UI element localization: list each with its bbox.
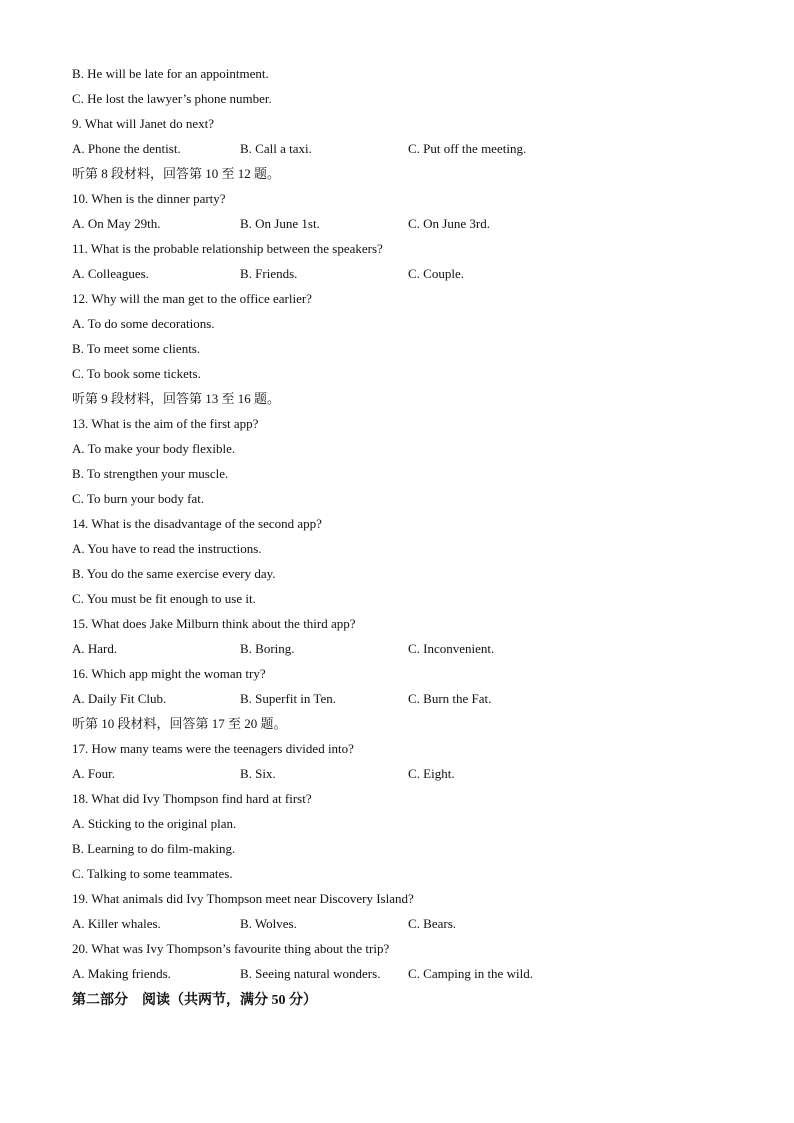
answer-option: B. On June 1st. — [240, 216, 320, 231]
answer-option: B. Wolves. — [240, 916, 297, 931]
answer-option: A. Four. — [72, 766, 115, 781]
text-line: 15. What does Jake Milburn think about the third app? — [72, 616, 356, 631]
answer-option: C. On June 3rd. — [408, 216, 490, 231]
answer-option: A. Daily Fit Club. — [72, 691, 167, 706]
answer-options-row — [72, 686, 732, 711]
text-line: A. To do some decorations. — [72, 316, 215, 331]
answer-option: C. Inconvenient. — [408, 641, 495, 656]
answer-options-row — [72, 961, 732, 986]
answer-option: B. Call a taxi. — [240, 141, 312, 156]
text-line: C. He lost the lawyer’s phone number. — [72, 91, 272, 106]
answer-options-row — [72, 211, 732, 236]
text-line: 13. What is the aim of the first app? — [72, 416, 259, 431]
answer-option: C. Burn the Fat. — [408, 691, 492, 706]
text-line: 9. What will Janet do next? — [72, 116, 215, 131]
answer-option: B. Friends. — [240, 266, 298, 281]
text-line: 10. When is the dinner party? — [72, 191, 226, 206]
answer-option: A. On May 29th. — [72, 216, 161, 231]
answer-option: C. Eight. — [408, 766, 455, 781]
answer-option: A. Colleagues. — [72, 266, 149, 281]
exam-page — [72, 61, 732, 1013]
answer-option: B. Superfit in Ten. — [240, 691, 336, 706]
answer-option: A. Killer whales. — [72, 916, 161, 931]
text-line: C. You must be fit enough to use it. — [72, 591, 256, 606]
text-line: 14. What is the disadvantage of the second app? — [72, 516, 322, 531]
text-line: 听第 9 段材料，回答第 13 至 16 题。 — [72, 391, 281, 406]
text-line: A. To make your body flexible. — [72, 441, 236, 456]
answer-options-row — [72, 136, 732, 161]
answer-option: C. Camping in the wild. — [408, 966, 533, 981]
text-line: B. He will be late for an appointment. — [72, 66, 269, 81]
answer-option: C. Bears. — [408, 916, 457, 931]
text-line: B. You do the same exercise every day. — [72, 566, 276, 581]
answer-option: A. Making friends. — [72, 966, 171, 981]
text-line: 18. What did Ivy Thompson find hard at first? — [72, 791, 312, 806]
answer-option: B. Seeing natural wonders. — [240, 966, 381, 981]
answer-option: C. Couple. — [408, 266, 464, 281]
text-line: B. To meet some clients. — [72, 341, 201, 356]
answer-options-row — [72, 636, 732, 661]
answer-option: B. Boring. — [240, 641, 295, 656]
answer-options-row — [72, 911, 732, 936]
text-line: 19. What animals did Ivy Thompson meet near Discovery Island? — [72, 891, 414, 906]
text-line: A. You have to read the instructions. — [72, 541, 262, 556]
text-line: 听第 10 段材料，回答第 17 至 20 题。 — [72, 716, 287, 731]
text-line: C. To burn your body fat. — [72, 491, 205, 506]
answer-option: C. Put off the meeting. — [408, 141, 527, 156]
text-line: B. Learning to do film-making. — [72, 841, 236, 856]
answer-options-row — [72, 261, 732, 286]
text-line: 11. What is the probable relationship between the speakers? — [72, 241, 383, 256]
text-line: A. Sticking to the original plan. — [72, 816, 237, 831]
text-line: 听第 8 段材料，回答第 10 至 12 题。 — [72, 166, 281, 181]
text-line: B. To strengthen your muscle. — [72, 466, 229, 481]
answer-option: A. Phone the dentist. — [72, 141, 181, 156]
text-line: 16. Which app might the woman try? — [72, 666, 266, 681]
text-line: 20. What was Ivy Thompson’s favourite thing about the trip? — [72, 941, 390, 956]
text-line: C. Talking to some teammates. — [72, 866, 233, 881]
answer-option: A. Hard. — [72, 641, 118, 656]
text-line: 17. How many teams were the teenagers divided into? — [72, 741, 354, 756]
answer-option: B. Six. — [240, 766, 276, 781]
text-line: 12. Why will the man get to the office earlier? — [72, 291, 312, 306]
section-heading: 第二部分 阅读（共两节，满分 50 分） — [72, 993, 317, 1008]
text-line: C. To book some tickets. — [72, 366, 201, 381]
answer-options-row — [72, 761, 732, 786]
